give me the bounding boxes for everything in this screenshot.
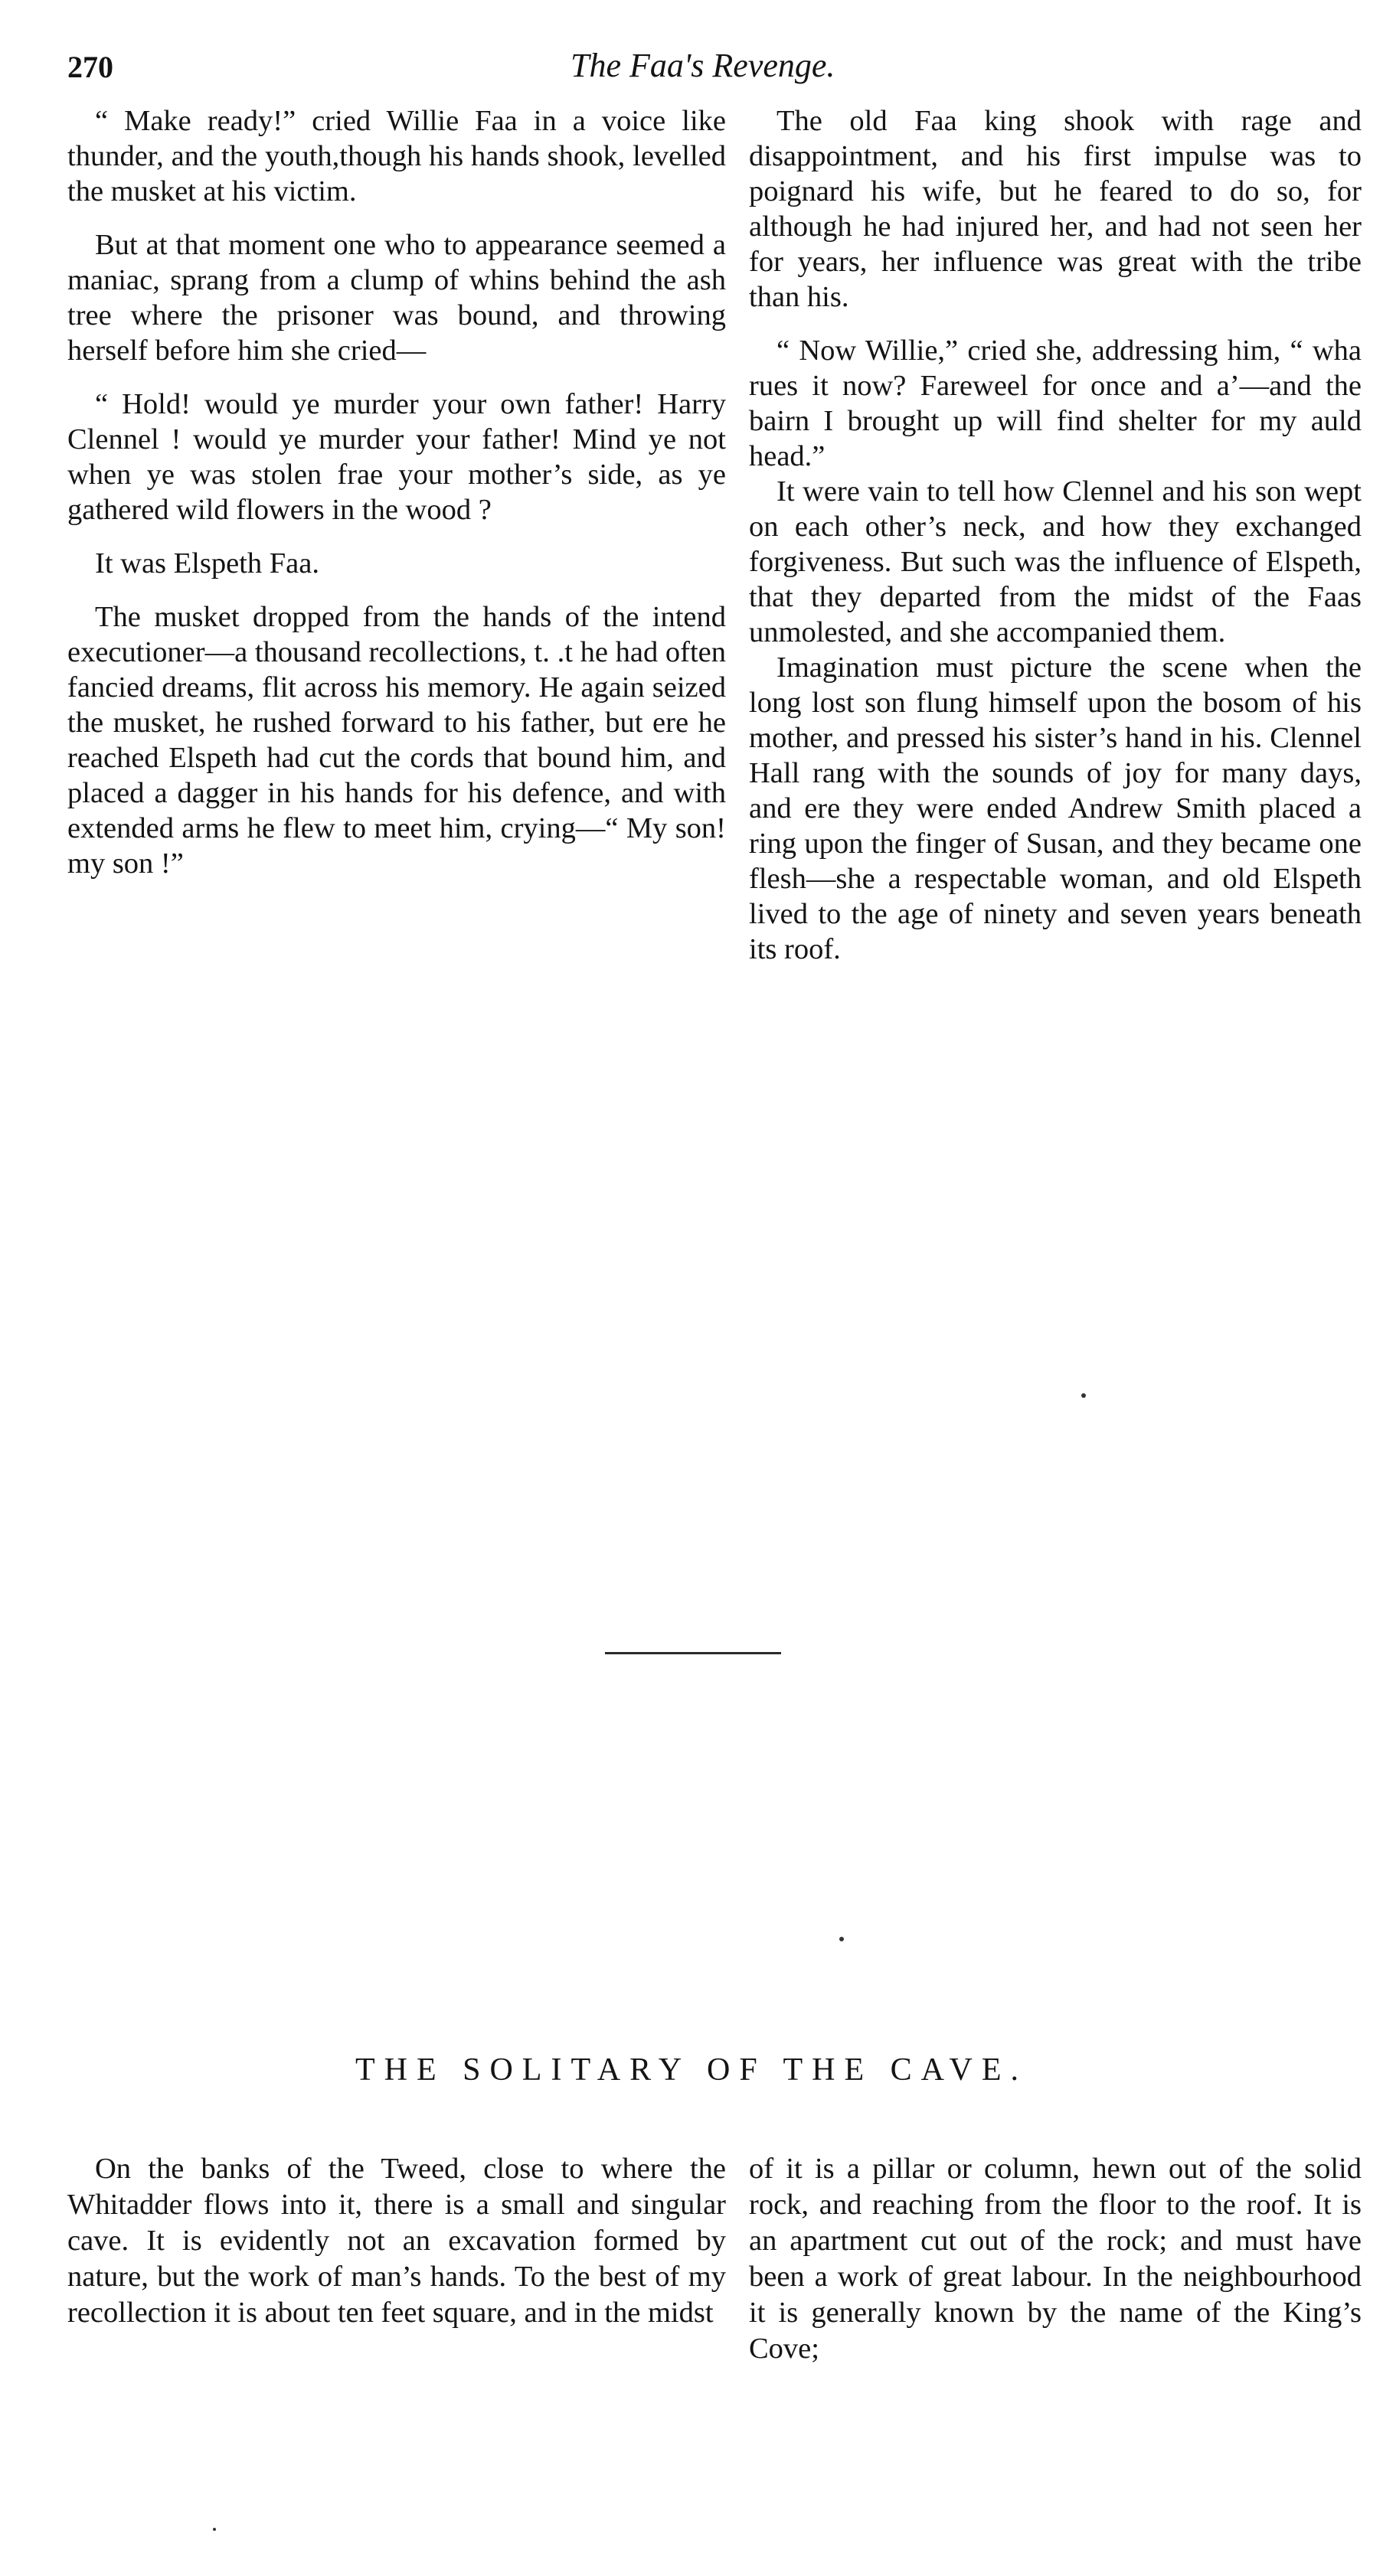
story-right-column [749, 103, 1362, 967]
paragraph: The musket dropped from the hands of the intend executioner—a thousand recollections, t. .t he had often fancied dreams, flit across his memory. He again seized the musket, he rushed forward to his father, but ere he reached Elspeth had cut the cords that bound him, and placed a dagger in his hands for his defence, and with extended arms he flew to meet him, crying—“ My son! my son !” [67, 601, 726, 880]
speck [213, 2528, 216, 2531]
paragraph: It was Elspeth Faa. [95, 547, 319, 580]
paragraph: “ Hold! would ye murder your own father! Harry Clennel ! would ye murder your father! Mind ye not when ye was stolen frae your mother’s side, as ye gathered wild flowers in the wood ? [67, 388, 726, 526]
next-story-right-column [749, 2151, 1362, 2367]
paragraph: Imagination must picture the scene when the long lost son flung himself upon the bosom of his mother, and pressed his sister’s hand in his. Clennel Hall rang with the sounds of joy for many days, and ere they were ended Andrew Smith placed a ring upon the finger of Susan, and they became one flesh—she a respectable woman, and old Elspeth lived to the age of ninety and seven years beneath its roof. [749, 651, 1362, 965]
paragraph: “ Now Willie,” cried she, addressing him, “ wha rues it now? Fareweel for once and a’—and the bairn I brought up will find shelter for my auld head.” [749, 335, 1362, 472]
speck [839, 1937, 844, 1941]
speck [1081, 1393, 1086, 1398]
paragraph: of it is a pillar or column, hewn out of the solid rock, and reaching from the floor to the roof. It is an apartment cut out of the rock; and must have been a work of great labour. In the neighbourhood it is generally known by the name of the King’s Cove; [749, 2153, 1362, 2365]
running-title: The Faa's Revenge. [571, 47, 835, 84]
section-title: THE SOLITARY OF THE CAVE. [355, 2052, 1028, 2088]
next-story-left-column [67, 2151, 726, 2331]
story-left-column [67, 103, 726, 881]
section-divider-rule [605, 1652, 781, 1654]
paragraph: “ Make ready!” cried Willie Faa in a voice like thunder, and the youth,though his hands shook, levelled the musket at his victim. [67, 105, 726, 207]
paragraph: On the banks of the Tweed, close to where the Whitadder flows into it, there is a small and singular cave. It is evidently not an excavation formed by nature, but the work of man’s hands. To the best of my recollection it is about ten feet square, and in the midst [67, 2153, 726, 2329]
page-number: 270 [67, 50, 113, 84]
paragraph: But at that moment one who to appearance seemed a maniac, sprang from a clump of whins behind the ash tree where the prisoner was bound, and throwing herself before him she cried— [67, 229, 726, 367]
paragraph: It were vain to tell how Clennel and his son wept on each other’s neck, and how they exchanged forgiveness. But such was the influence of Elspeth, that they departed from the midst of the Faas unmolested, and she accompanied them. [749, 475, 1362, 648]
paragraph: The old Faa king shook with rage and disappointment, and his first impulse was to poignard his wife, but he feared to do so, for although he had injured her, and had not seen her for years, her influence was great with the tribe than his. [749, 105, 1362, 313]
running-head [0, 46, 1383, 92]
